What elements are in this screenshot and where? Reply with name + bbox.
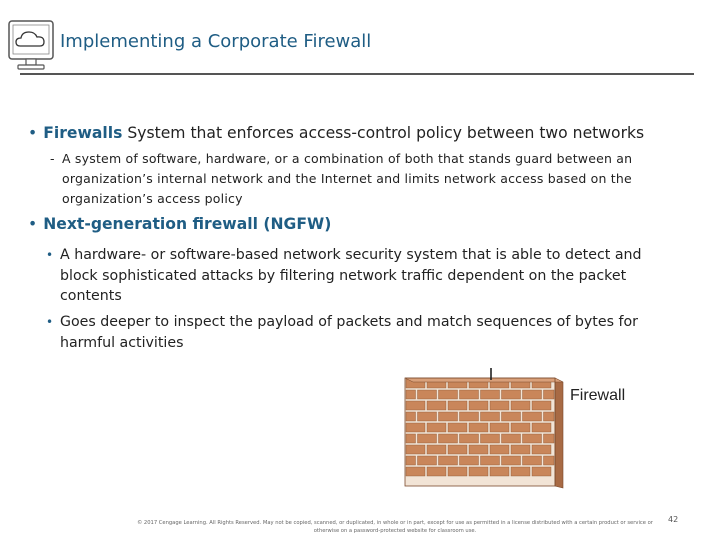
brick bbox=[544, 390, 555, 399]
brick bbox=[490, 467, 509, 476]
bullet-dot: • bbox=[46, 248, 54, 262]
brick bbox=[448, 467, 467, 476]
brick bbox=[418, 456, 437, 465]
ngfw-subpoint-text: Goes deeper to inspect the payload of packets and match sequences of bytes for harmful activities bbox=[60, 314, 638, 351]
brick bbox=[406, 412, 416, 421]
brick bbox=[481, 456, 500, 465]
brick bbox=[511, 467, 530, 476]
brick bbox=[406, 390, 416, 399]
brick bbox=[544, 456, 555, 465]
brick bbox=[523, 412, 542, 421]
brick bbox=[469, 423, 488, 432]
title-divider bbox=[20, 73, 694, 75]
brick bbox=[460, 390, 479, 399]
page-number: 42 bbox=[668, 515, 679, 524]
brick bbox=[406, 456, 416, 465]
brick bbox=[427, 467, 446, 476]
brick bbox=[523, 456, 542, 465]
brick bbox=[439, 390, 458, 399]
brick bbox=[502, 412, 521, 421]
brick bbox=[460, 412, 479, 421]
brick bbox=[481, 412, 500, 421]
dash-marker: - bbox=[50, 151, 55, 166]
brick bbox=[460, 434, 479, 443]
term-firewalls: Firewalls bbox=[43, 124, 123, 142]
brick bbox=[439, 434, 458, 443]
brick bbox=[502, 456, 521, 465]
brick bbox=[448, 401, 467, 410]
brick bbox=[523, 434, 542, 443]
bullet-dot: • bbox=[28, 215, 38, 233]
brick bbox=[511, 401, 530, 410]
brick bbox=[469, 445, 488, 454]
page-title: Implementing a Corporate Firewall bbox=[60, 31, 372, 52]
brick bbox=[532, 445, 551, 454]
brick bbox=[544, 412, 555, 421]
brick bbox=[406, 423, 425, 432]
bullet-dot: • bbox=[46, 315, 54, 329]
firewall-label: Firewall bbox=[570, 387, 626, 404]
brick bbox=[460, 456, 479, 465]
bullet-ngfw bbox=[28, 213, 331, 235]
ngfw-subpoint bbox=[46, 312, 670, 353]
brick bbox=[439, 412, 458, 421]
brick bbox=[427, 423, 446, 432]
brick bbox=[532, 401, 551, 410]
brick bbox=[511, 423, 530, 432]
brick bbox=[481, 434, 500, 443]
brick bbox=[490, 423, 509, 432]
brick bbox=[523, 390, 542, 399]
brick bbox=[418, 412, 437, 421]
wall-top bbox=[405, 378, 563, 382]
brick bbox=[502, 390, 521, 399]
brick bbox=[544, 434, 555, 443]
brick bbox=[406, 467, 425, 476]
brick bbox=[406, 401, 425, 410]
ngfw-subpoint-text: A hardware- or software-based network security system that is able to detect and block sophisticated attacks by filtering network traffic dependent on the packet contents bbox=[60, 247, 642, 304]
brick bbox=[481, 390, 500, 399]
brick bbox=[406, 434, 416, 443]
cloud-monitor-icon bbox=[6, 18, 56, 74]
brick bbox=[427, 401, 446, 410]
brick bbox=[406, 445, 425, 454]
copyright-notice: © 2017 Cengage Learning. All Rights Reserved. May not be copied, scanned, or duplicated, in whole or in part, except for use as permitted in a license distributed with a certain product or service or otherwise on a password-protected website for classroom use. bbox=[137, 520, 653, 534]
brick bbox=[469, 467, 488, 476]
brick bbox=[532, 423, 551, 432]
brick bbox=[448, 423, 467, 432]
term-ngfw: Next-generation firewall (NGFW) bbox=[43, 215, 332, 233]
brick bbox=[439, 456, 458, 465]
brick bbox=[490, 445, 509, 454]
brick bbox=[502, 434, 521, 443]
brick bbox=[418, 390, 437, 399]
bullet-firewalls bbox=[28, 122, 644, 144]
brick bbox=[469, 401, 488, 410]
firewalls-subpoint bbox=[50, 149, 662, 209]
brick bbox=[511, 445, 530, 454]
brick bbox=[532, 467, 551, 476]
brick bbox=[427, 445, 446, 454]
brick bbox=[448, 445, 467, 454]
ngfw-subpoint bbox=[46, 245, 670, 307]
firewalls-subpoint-text: A system of software, hardware, or a combination of both that stands guard between an organization’s internal network and the Internet and limits network access based on the organization’s access policy bbox=[62, 151, 633, 206]
bullet-dot: • bbox=[28, 124, 38, 142]
firewalls-definition: System that enforces access-control policy between two networks bbox=[122, 124, 645, 142]
brick bbox=[490, 401, 509, 410]
wall-side bbox=[555, 378, 563, 488]
brick bbox=[418, 434, 437, 443]
